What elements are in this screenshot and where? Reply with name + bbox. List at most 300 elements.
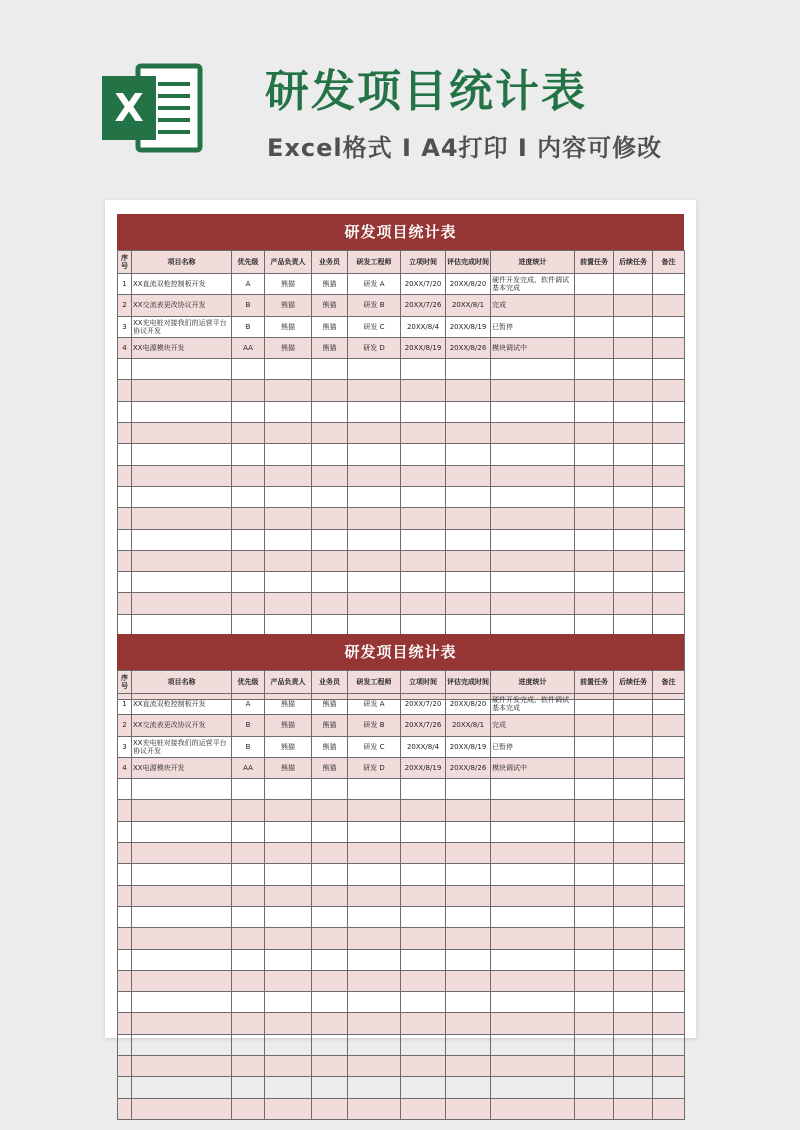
- table-cell[interactable]: [401, 359, 446, 380]
- table-cell[interactable]: [575, 274, 614, 295]
- table-cell[interactable]: [118, 928, 132, 949]
- table-cell[interactable]: 完成: [491, 715, 575, 736]
- table-cell[interactable]: [446, 970, 491, 991]
- table-cell[interactable]: [446, 800, 491, 821]
- table-cell[interactable]: [348, 550, 401, 571]
- table-cell[interactable]: XX充电桩对接我们的运营平台协议开发: [132, 736, 232, 757]
- table-cell[interactable]: [118, 864, 132, 885]
- table-cell[interactable]: [265, 1098, 312, 1119]
- table-cell[interactable]: [653, 757, 685, 778]
- table-cell[interactable]: [232, 401, 265, 422]
- table-cell[interactable]: [491, 928, 575, 949]
- table-cell[interactable]: [653, 800, 685, 821]
- table-cell[interactable]: [446, 821, 491, 842]
- table-cell[interactable]: [575, 295, 614, 316]
- table-cell[interactable]: [132, 593, 232, 614]
- table-cell[interactable]: [653, 486, 685, 507]
- table-cell[interactable]: [653, 465, 685, 486]
- table-cell[interactable]: [401, 1034, 446, 1055]
- table-cell[interactable]: [653, 444, 685, 465]
- table-cell[interactable]: 熊猫: [265, 337, 312, 358]
- table-cell[interactable]: [232, 1034, 265, 1055]
- table-cell[interactable]: [401, 423, 446, 444]
- table-cell[interactable]: [446, 614, 491, 635]
- table-cell[interactable]: [446, 843, 491, 864]
- table-cell[interactable]: [265, 423, 312, 444]
- table-cell[interactable]: 3: [118, 316, 132, 337]
- table-cell[interactable]: [614, 970, 653, 991]
- table-cell[interactable]: [614, 593, 653, 614]
- table-cell[interactable]: 20XX/8/1: [446, 715, 491, 736]
- table-cell[interactable]: [312, 1098, 348, 1119]
- table-cell[interactable]: [118, 1098, 132, 1119]
- table-cell[interactable]: 熊猫: [265, 736, 312, 757]
- table-cell[interactable]: [491, 843, 575, 864]
- table-cell[interactable]: [653, 295, 685, 316]
- table-cell[interactable]: [348, 906, 401, 927]
- table-cell[interactable]: [265, 614, 312, 635]
- table-cell[interactable]: [491, 486, 575, 507]
- table-cell[interactable]: [132, 779, 232, 800]
- table-cell[interactable]: [348, 444, 401, 465]
- table-cell[interactable]: 20XX/7/26: [401, 715, 446, 736]
- table-cell[interactable]: 模块调试中: [491, 337, 575, 358]
- table-cell[interactable]: [132, 359, 232, 380]
- table-cell[interactable]: AA: [232, 337, 265, 358]
- table-cell[interactable]: [132, 885, 232, 906]
- table-cell[interactable]: [265, 928, 312, 949]
- table-cell[interactable]: [401, 800, 446, 821]
- table-cell[interactable]: [614, 465, 653, 486]
- table-cell[interactable]: [491, 864, 575, 885]
- table-cell[interactable]: [312, 572, 348, 593]
- table-cell[interactable]: [446, 444, 491, 465]
- table-cell[interactable]: [614, 572, 653, 593]
- table-cell[interactable]: XX直流双枪控制板开发: [132, 694, 232, 715]
- table-cell[interactable]: [401, 486, 446, 507]
- table-cell[interactable]: [446, 992, 491, 1013]
- table-cell[interactable]: 4: [118, 337, 132, 358]
- table-cell[interactable]: [614, 359, 653, 380]
- table-cell[interactable]: [265, 444, 312, 465]
- table-cell[interactable]: [614, 423, 653, 444]
- table-cell[interactable]: 已暂停: [491, 736, 575, 757]
- table-cell[interactable]: [491, 529, 575, 550]
- table-cell[interactable]: 熊猫: [265, 694, 312, 715]
- table-cell[interactable]: [446, 885, 491, 906]
- table-cell[interactable]: 研发 D: [348, 337, 401, 358]
- table-cell[interactable]: XX交流表更改协议开发: [132, 295, 232, 316]
- table-cell[interactable]: [491, 800, 575, 821]
- table-cell[interactable]: [232, 486, 265, 507]
- table-cell[interactable]: [312, 423, 348, 444]
- table-cell[interactable]: [653, 736, 685, 757]
- table-cell[interactable]: [232, 550, 265, 571]
- table-cell[interactable]: [575, 779, 614, 800]
- table-cell[interactable]: [575, 359, 614, 380]
- table-cell[interactable]: [653, 593, 685, 614]
- table-cell[interactable]: [312, 444, 348, 465]
- table-cell[interactable]: 硬件开发完成、软件调试基本完成: [491, 274, 575, 295]
- table-cell[interactable]: [614, 885, 653, 906]
- table-cell[interactable]: [348, 359, 401, 380]
- table-cell[interactable]: [491, 401, 575, 422]
- table-cell[interactable]: [232, 1077, 265, 1098]
- table-cell[interactable]: [653, 928, 685, 949]
- table-cell[interactable]: [446, 864, 491, 885]
- table-cell[interactable]: XX充电桩对接我们的运营平台协议开发: [132, 316, 232, 337]
- table-cell[interactable]: [265, 800, 312, 821]
- table-cell[interactable]: [312, 359, 348, 380]
- table-cell[interactable]: [653, 614, 685, 635]
- table-cell[interactable]: [232, 529, 265, 550]
- table-cell[interactable]: [132, 614, 232, 635]
- table-cell[interactable]: [118, 779, 132, 800]
- table-cell[interactable]: [348, 572, 401, 593]
- table-cell[interactable]: [232, 359, 265, 380]
- table-cell[interactable]: [348, 843, 401, 864]
- table-cell[interactable]: [614, 614, 653, 635]
- table-cell[interactable]: XX交流表更改协议开发: [132, 715, 232, 736]
- table-cell[interactable]: [575, 821, 614, 842]
- table-cell[interactable]: [132, 1056, 232, 1077]
- table-cell[interactable]: [575, 694, 614, 715]
- table-cell[interactable]: [401, 949, 446, 970]
- table-cell[interactable]: [348, 779, 401, 800]
- table-cell[interactable]: [653, 423, 685, 444]
- table-cell[interactable]: [401, 843, 446, 864]
- table-cell[interactable]: [446, 949, 491, 970]
- table-cell[interactable]: [348, 1013, 401, 1034]
- table-cell[interactable]: 1: [118, 694, 132, 715]
- table-cell[interactable]: [132, 529, 232, 550]
- table-cell[interactable]: [118, 550, 132, 571]
- table-cell[interactable]: [575, 486, 614, 507]
- table-cell[interactable]: 20XX/8/4: [401, 316, 446, 337]
- table-cell[interactable]: [653, 694, 685, 715]
- table-cell[interactable]: [446, 423, 491, 444]
- table-cell[interactable]: [118, 614, 132, 635]
- table-cell[interactable]: B: [232, 295, 265, 316]
- table-cell[interactable]: [265, 843, 312, 864]
- table-cell[interactable]: [348, 593, 401, 614]
- table-cell[interactable]: [653, 550, 685, 571]
- table-cell[interactable]: 熊猫: [265, 757, 312, 778]
- table-cell[interactable]: [312, 906, 348, 927]
- table-cell[interactable]: [491, 444, 575, 465]
- table-cell[interactable]: [614, 274, 653, 295]
- table-cell[interactable]: [401, 508, 446, 529]
- table-cell[interactable]: [614, 316, 653, 337]
- table-cell[interactable]: [265, 508, 312, 529]
- table-cell[interactable]: [446, 529, 491, 550]
- table-cell[interactable]: [653, 1034, 685, 1055]
- table-cell[interactable]: [614, 401, 653, 422]
- table-cell[interactable]: [401, 1056, 446, 1077]
- table-cell[interactable]: [446, 572, 491, 593]
- table-cell[interactable]: 熊猫: [265, 295, 312, 316]
- table-cell[interactable]: A: [232, 274, 265, 295]
- table-cell[interactable]: [575, 800, 614, 821]
- table-cell[interactable]: [348, 401, 401, 422]
- table-cell[interactable]: [401, 885, 446, 906]
- table-cell[interactable]: [348, 529, 401, 550]
- table-cell[interactable]: [232, 465, 265, 486]
- table-cell[interactable]: [614, 337, 653, 358]
- table-cell[interactable]: [575, 843, 614, 864]
- table-cell[interactable]: [575, 614, 614, 635]
- table-cell[interactable]: [348, 465, 401, 486]
- table-cell[interactable]: [653, 864, 685, 885]
- table-cell[interactable]: [348, 1098, 401, 1119]
- table-cell[interactable]: [614, 1077, 653, 1098]
- table-cell[interactable]: [446, 1098, 491, 1119]
- table-cell[interactable]: 熊猫: [265, 316, 312, 337]
- table-cell[interactable]: [401, 1013, 446, 1034]
- table-cell[interactable]: [265, 864, 312, 885]
- table-cell[interactable]: [312, 949, 348, 970]
- table-cell[interactable]: [491, 821, 575, 842]
- table-cell[interactable]: [132, 465, 232, 486]
- table-cell[interactable]: [118, 1077, 132, 1098]
- table-cell[interactable]: [401, 593, 446, 614]
- table-cell[interactable]: [401, 380, 446, 401]
- table-cell[interactable]: 1: [118, 274, 132, 295]
- table-cell[interactable]: [575, 864, 614, 885]
- table-cell[interactable]: [118, 949, 132, 970]
- table-cell[interactable]: [132, 572, 232, 593]
- table-cell[interactable]: [348, 614, 401, 635]
- table-cell[interactable]: [575, 928, 614, 949]
- table-cell[interactable]: [118, 1034, 132, 1055]
- table-cell[interactable]: [312, 800, 348, 821]
- table-cell[interactable]: 熊猫: [265, 715, 312, 736]
- table-cell[interactable]: [232, 1098, 265, 1119]
- table-cell[interactable]: 熊猫: [312, 274, 348, 295]
- table-cell[interactable]: [446, 1013, 491, 1034]
- table-cell[interactable]: [401, 550, 446, 571]
- table-cell[interactable]: [132, 800, 232, 821]
- table-cell[interactable]: [653, 380, 685, 401]
- table-cell[interactable]: 熊猫: [312, 337, 348, 358]
- table-cell[interactable]: [614, 444, 653, 465]
- table-cell[interactable]: [312, 1034, 348, 1055]
- table-cell[interactable]: [265, 359, 312, 380]
- table-cell[interactable]: [232, 992, 265, 1013]
- table-cell[interactable]: [265, 380, 312, 401]
- table-cell[interactable]: [614, 992, 653, 1013]
- table-cell[interactable]: [348, 508, 401, 529]
- table-cell[interactable]: [312, 593, 348, 614]
- table-cell[interactable]: [312, 529, 348, 550]
- table-cell[interactable]: [491, 1056, 575, 1077]
- table-cell[interactable]: [491, 359, 575, 380]
- table-cell[interactable]: [265, 401, 312, 422]
- table-cell[interactable]: 3: [118, 736, 132, 757]
- table-cell[interactable]: [118, 885, 132, 906]
- table-cell[interactable]: [614, 380, 653, 401]
- table-cell[interactable]: [614, 821, 653, 842]
- table-cell[interactable]: XX电源模块开发: [132, 757, 232, 778]
- table-cell[interactable]: [348, 1034, 401, 1055]
- table-cell[interactable]: 研发 D: [348, 757, 401, 778]
- table-cell[interactable]: [575, 970, 614, 991]
- table-cell[interactable]: [653, 715, 685, 736]
- table-cell[interactable]: 2: [118, 295, 132, 316]
- table-cell[interactable]: [446, 906, 491, 927]
- table-cell[interactable]: 20XX/7/26: [401, 295, 446, 316]
- table-cell[interactable]: [614, 800, 653, 821]
- table-cell[interactable]: [232, 821, 265, 842]
- table-cell[interactable]: [312, 864, 348, 885]
- table-cell[interactable]: [348, 970, 401, 991]
- table-cell[interactable]: [614, 928, 653, 949]
- table-cell[interactable]: [232, 1013, 265, 1034]
- table-cell[interactable]: [575, 444, 614, 465]
- table-cell[interactable]: [348, 1056, 401, 1077]
- table-cell[interactable]: 20XX/8/1: [446, 295, 491, 316]
- table-cell[interactable]: [446, 593, 491, 614]
- table-cell[interactable]: [118, 380, 132, 401]
- table-cell[interactable]: [118, 843, 132, 864]
- table-cell[interactable]: [132, 550, 232, 571]
- table-cell[interactable]: [265, 821, 312, 842]
- table-cell[interactable]: [118, 906, 132, 927]
- table-cell[interactable]: [348, 949, 401, 970]
- table-cell[interactable]: [575, 508, 614, 529]
- table-cell[interactable]: [265, 486, 312, 507]
- table-cell[interactable]: [401, 444, 446, 465]
- table-cell[interactable]: B: [232, 316, 265, 337]
- table-cell[interactable]: [653, 359, 685, 380]
- table-cell[interactable]: [614, 529, 653, 550]
- table-cell[interactable]: 熊猫: [312, 316, 348, 337]
- table-cell[interactable]: [118, 800, 132, 821]
- table-cell[interactable]: [312, 486, 348, 507]
- table-cell[interactable]: 研发 A: [348, 274, 401, 295]
- table-cell[interactable]: [653, 572, 685, 593]
- table-cell[interactable]: [232, 380, 265, 401]
- table-cell[interactable]: [575, 885, 614, 906]
- table-cell[interactable]: [653, 821, 685, 842]
- table-cell[interactable]: [312, 508, 348, 529]
- table-cell[interactable]: 熊猫: [312, 757, 348, 778]
- table-cell[interactable]: [118, 444, 132, 465]
- table-cell[interactable]: [265, 550, 312, 571]
- table-cell[interactable]: 20XX/7/20: [401, 274, 446, 295]
- table-cell[interactable]: 熊猫: [312, 715, 348, 736]
- table-cell[interactable]: [614, 508, 653, 529]
- table-cell[interactable]: [653, 316, 685, 337]
- table-cell[interactable]: [401, 906, 446, 927]
- table-cell[interactable]: 已暂停: [491, 316, 575, 337]
- table-cell[interactable]: [575, 401, 614, 422]
- table-cell[interactable]: 研发 B: [348, 715, 401, 736]
- table-cell[interactable]: [575, 949, 614, 970]
- table-cell[interactable]: [232, 614, 265, 635]
- table-cell[interactable]: [401, 821, 446, 842]
- table-cell[interactable]: [491, 423, 575, 444]
- table-cell[interactable]: [348, 885, 401, 906]
- table-cell[interactable]: [265, 1077, 312, 1098]
- table-cell[interactable]: [653, 906, 685, 927]
- table-cell[interactable]: [232, 864, 265, 885]
- table-cell[interactable]: [312, 401, 348, 422]
- table-cell[interactable]: [491, 380, 575, 401]
- table-cell[interactable]: [132, 992, 232, 1013]
- table-cell[interactable]: [653, 508, 685, 529]
- table-cell[interactable]: [653, 992, 685, 1013]
- table-cell[interactable]: [575, 1056, 614, 1077]
- table-cell[interactable]: [348, 800, 401, 821]
- table-cell[interactable]: [132, 1034, 232, 1055]
- table-cell[interactable]: 20XX/7/20: [401, 694, 446, 715]
- table-cell[interactable]: [265, 970, 312, 991]
- table-cell[interactable]: [614, 1013, 653, 1034]
- table-cell[interactable]: [265, 593, 312, 614]
- table-cell[interactable]: [312, 1013, 348, 1034]
- table-cell[interactable]: [491, 779, 575, 800]
- table-cell[interactable]: [312, 614, 348, 635]
- table-cell[interactable]: [265, 949, 312, 970]
- table-cell[interactable]: [401, 970, 446, 991]
- table-cell[interactable]: [575, 1077, 614, 1098]
- table-cell[interactable]: 4: [118, 757, 132, 778]
- table-cell[interactable]: [491, 1013, 575, 1034]
- table-cell[interactable]: B: [232, 715, 265, 736]
- table-cell[interactable]: B: [232, 736, 265, 757]
- table-cell[interactable]: 20XX/8/19: [401, 757, 446, 778]
- table-cell[interactable]: [491, 593, 575, 614]
- table-cell[interactable]: [232, 885, 265, 906]
- table-cell[interactable]: [132, 906, 232, 927]
- table-cell[interactable]: [132, 423, 232, 444]
- table-cell[interactable]: [491, 614, 575, 635]
- table-cell[interactable]: 研发 C: [348, 316, 401, 337]
- table-cell[interactable]: [312, 992, 348, 1013]
- table-cell[interactable]: [348, 928, 401, 949]
- table-cell[interactable]: [312, 885, 348, 906]
- table-cell[interactable]: 20XX/8/26: [446, 757, 491, 778]
- table-cell[interactable]: [348, 864, 401, 885]
- table-cell[interactable]: [118, 465, 132, 486]
- table-cell[interactable]: [118, 1056, 132, 1077]
- table-cell[interactable]: [232, 508, 265, 529]
- table-cell[interactable]: [653, 779, 685, 800]
- table-cell[interactable]: [653, 401, 685, 422]
- table-cell[interactable]: [446, 465, 491, 486]
- table-cell[interactable]: 2: [118, 715, 132, 736]
- table-cell[interactable]: [575, 572, 614, 593]
- table-cell[interactable]: 20XX/8/26: [446, 337, 491, 358]
- table-cell[interactable]: [401, 928, 446, 949]
- table-cell[interactable]: [614, 486, 653, 507]
- table-cell[interactable]: [491, 885, 575, 906]
- table-cell[interactable]: [265, 529, 312, 550]
- table-cell[interactable]: [265, 1013, 312, 1034]
- table-cell[interactable]: 模块调试中: [491, 757, 575, 778]
- table-cell[interactable]: 熊猫: [312, 736, 348, 757]
- table-cell[interactable]: 硬件开发完成、软件调试基本完成: [491, 694, 575, 715]
- table-cell[interactable]: [265, 906, 312, 927]
- table-cell[interactable]: 研发 C: [348, 736, 401, 757]
- table-cell[interactable]: [118, 1013, 132, 1034]
- table-cell[interactable]: [614, 715, 653, 736]
- table-cell[interactable]: [265, 1056, 312, 1077]
- table-cell[interactable]: [614, 550, 653, 571]
- table-cell[interactable]: [446, 359, 491, 380]
- table-cell[interactable]: [614, 1034, 653, 1055]
